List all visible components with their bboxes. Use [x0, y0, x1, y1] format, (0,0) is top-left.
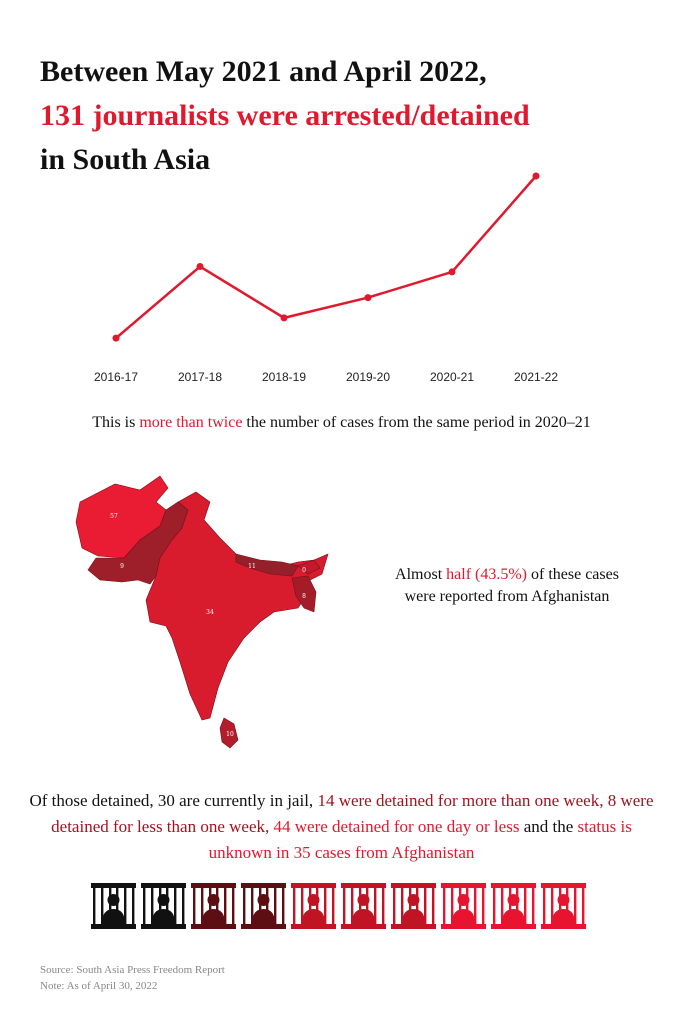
map-note-pre: Almost [395, 566, 443, 583]
detention-less-week: 8 were detained for less than one week, [51, 791, 654, 836]
map-label-india: 34 [206, 609, 214, 616]
title-line-3: in South Asia [40, 143, 211, 176]
x-tick-label: 2017-18 [177, 370, 223, 384]
x-tick-label: 2018-19 [261, 370, 307, 384]
comparison-highlight: more than twice [139, 414, 243, 431]
jail-icon [390, 882, 437, 930]
data-point-2019-20 [365, 294, 372, 301]
series-line [116, 176, 536, 338]
map-label-pakistan: 9 [120, 563, 124, 570]
comparison-post: the number of cases from the same period in 2020–21 [246, 414, 591, 431]
map-label-bangladesh: 8 [302, 593, 306, 600]
detention-in-jail: Of those detained, 30 are currently in jail, [29, 791, 314, 810]
map-label-sri-lanka: 10 [226, 731, 234, 738]
detention-summary [20, 788, 663, 866]
comparison-pre: This is [92, 414, 136, 431]
data-point-2021-22 [533, 173, 540, 180]
jail-icon [190, 882, 237, 930]
jail-icon [140, 882, 187, 930]
x-tick-label: 2020-21 [429, 370, 475, 384]
x-tick-label: 2021-22 [513, 370, 559, 384]
jail-icon [540, 882, 587, 930]
jail-icon [240, 882, 287, 930]
jail-icon [90, 882, 137, 930]
detention-more-week: 14 were detained for more than one week, [317, 791, 604, 810]
title-line-1: Between May 2021 and April 2022, [40, 55, 487, 88]
comparison-text [0, 414, 683, 432]
footer-source: Source: South Asia Press Freedom Report [40, 964, 225, 976]
x-tick-label: 2019-20 [345, 370, 391, 384]
jail-icon [340, 882, 387, 930]
line-chart [0, 160, 683, 400]
jail-icon [440, 882, 487, 930]
map-note-percent: (43.5%) [475, 566, 527, 583]
detention-one-day: 44 were detained for one day or less [273, 817, 520, 836]
data-point-2016-17 [113, 335, 120, 342]
jail-icon [290, 882, 337, 930]
map-label-afghanistan: 57 [110, 513, 118, 520]
jail-icon-row [90, 882, 590, 932]
detention-unknown: status is unknown in 35 cases from Afghanistan [208, 817, 632, 862]
map-note-post: of these cases were reported from Afghanistan [404, 566, 619, 605]
map-annotation [382, 564, 632, 608]
map-label-bhutan: 0 [302, 567, 306, 574]
title-line-2: 131 journalists were arrested/detained [40, 99, 530, 132]
data-point-2017-18 [197, 263, 204, 270]
detention-and: and the [523, 817, 574, 836]
data-point-2018-19 [281, 314, 288, 321]
x-tick-label: 2016-17 [93, 370, 139, 384]
map-label-nepal: 11 [248, 563, 256, 570]
jail-icon [490, 882, 537, 930]
south-asia-map [60, 462, 380, 762]
footer-note: Note: As of April 30, 2022 [40, 980, 158, 992]
footer [40, 962, 225, 994]
map-note-half: half [446, 566, 472, 583]
data-point-2020-21 [449, 268, 456, 275]
